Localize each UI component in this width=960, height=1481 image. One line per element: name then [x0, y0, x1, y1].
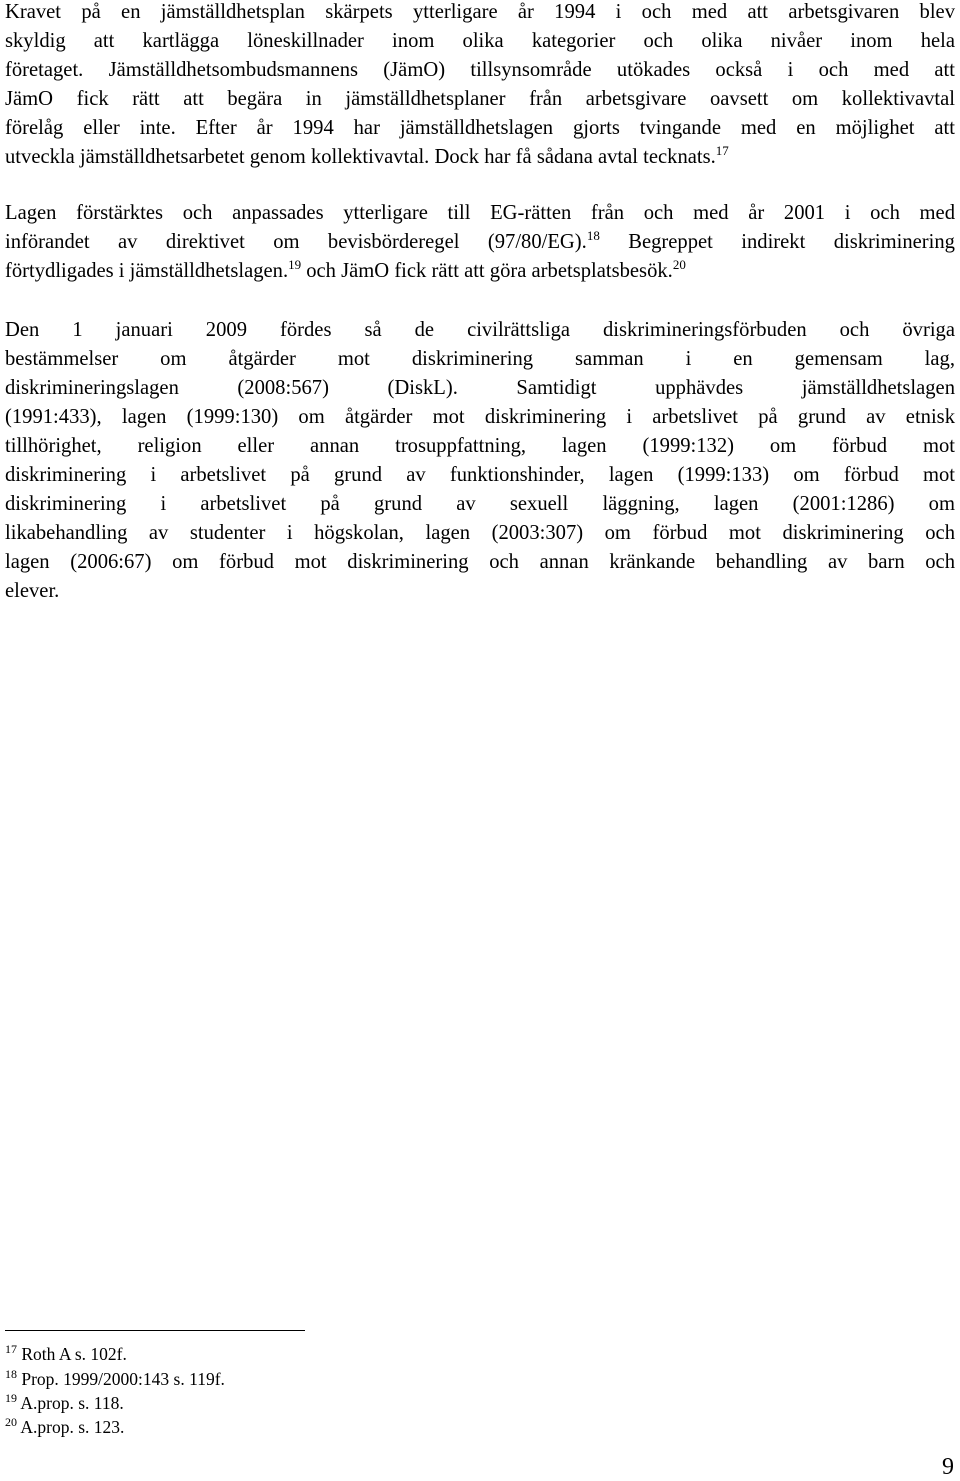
text-segment: tillhörighet, religion eller annan trosuppfattning, lagen (1999:132) om förbud mot	[5, 435, 955, 457]
text-segment: förelåg eller inte. Efter år 1994 har jämställdhetslagen gjorts tvingande med en möjlighet att	[5, 117, 955, 139]
footnote-reference: 19	[288, 257, 302, 272]
text-line	[5, 0, 955, 27]
paragraph-1	[5, 0, 955, 172]
text-segment: Kravet på en jämställdhetsplan skärpets ytterligare år 1994 i och med att arbetsgivaren blev	[5, 1, 955, 23]
footnote	[5, 1367, 225, 1391]
footnote-separator	[5, 1330, 305, 1331]
footnote-reference: 18	[586, 228, 600, 243]
text-line	[5, 85, 955, 114]
text-segment: likabehandling av studenter i högskolan, lagen (2003:307) om förbud mot diskriminering och	[5, 522, 955, 544]
text-segment: införandet av direktivet om bevisbörderegel (97/80/EG).	[5, 231, 587, 253]
footnote-text: Prop. 1999/2000:143 s. 119f.	[17, 1369, 225, 1389]
text-segment: utveckla jämställdhetsarbetet genom kollektivavtal. Dock har få sådana avtal tecknats.	[5, 146, 716, 168]
text-line	[5, 519, 955, 548]
paragraph-2	[5, 199, 955, 286]
text-segment: Begreppet indirekt diskriminering	[599, 231, 955, 253]
footnote	[5, 1415, 124, 1439]
footnote-text: Roth A s. 102f.	[17, 1344, 127, 1364]
text-line	[5, 374, 955, 403]
text-line	[5, 114, 955, 143]
text-line	[5, 490, 955, 519]
text-line	[5, 432, 955, 461]
footnote-reference: 17	[715, 143, 729, 158]
footnote-number: 17	[5, 1342, 17, 1356]
text-segment: och JämO fick rätt att göra arbetsplatsbesök.	[301, 260, 673, 282]
footnote-text: A.prop. s. 118.	[17, 1393, 124, 1413]
footnote-number: 19	[5, 1391, 17, 1405]
text-line	[5, 461, 955, 490]
text-segment: diskriminering i arbetslivet på grund av funktionshinder, lagen (1999:133) om förbud mot	[5, 464, 955, 486]
text-segment: förtydligades i jämställdhetslagen.	[5, 260, 289, 282]
text-line	[5, 27, 955, 56]
text-segment: JämO fick rätt att begära in jämställdhetsplaner från arbetsgivare oavsett om kollektivavtal	[5, 88, 955, 110]
text-line	[5, 56, 955, 85]
text-line	[5, 577, 955, 606]
text-line	[5, 143, 955, 172]
page-number: 9	[942, 1454, 954, 1480]
footnote	[5, 1342, 127, 1366]
text-segment: skyldig att kartlägga löneskillnader inom olika kategorier och olika nivåer inom hela	[5, 30, 955, 52]
text-segment: (1991:433), lagen (1999:130) om åtgärder mot diskriminering i arbetslivet på grund av etnisk	[5, 406, 955, 428]
text-segment: bestämmelser om åtgärder mot diskriminering samman i en gemensam lag,	[5, 348, 955, 370]
text-segment: Den 1 januari 2009 fördes så de civilrättsliga diskrimineringsförbuden och övriga	[5, 319, 955, 341]
text-segment: elever.	[5, 580, 60, 602]
text-line	[5, 403, 955, 432]
text-line	[5, 345, 955, 374]
footnote	[5, 1391, 124, 1415]
footnote-text: A.prop. s. 123.	[17, 1417, 125, 1437]
text-line	[5, 199, 955, 228]
text-line	[5, 228, 955, 257]
text-line	[5, 316, 955, 345]
footnote-number: 18	[5, 1367, 17, 1381]
text-line	[5, 257, 955, 286]
text-segment: diskriminering i arbetslivet på grund av sexuell läggning, lagen (2001:1286) om	[5, 493, 955, 515]
text-segment: diskrimineringslagen (2008:567) (DiskL). Samtidigt upphävdes jämställdhetslagen	[5, 377, 955, 399]
paragraph-3	[5, 316, 955, 606]
text-segment: lagen (2006:67) om förbud mot diskriminering och annan kränkande behandling av barn och	[5, 551, 955, 573]
text-segment: företaget. Jämställdhetsombudsmannens (JämO) tillsynsområde utökades också i och med att	[5, 59, 955, 81]
text-segment: Lagen förstärktes och anpassades ytterligare till EG-rätten från och med år 2001 i och med	[5, 202, 955, 224]
footnote-number: 20	[5, 1415, 17, 1429]
footnote-reference: 20	[672, 257, 686, 272]
text-line	[5, 548, 955, 577]
